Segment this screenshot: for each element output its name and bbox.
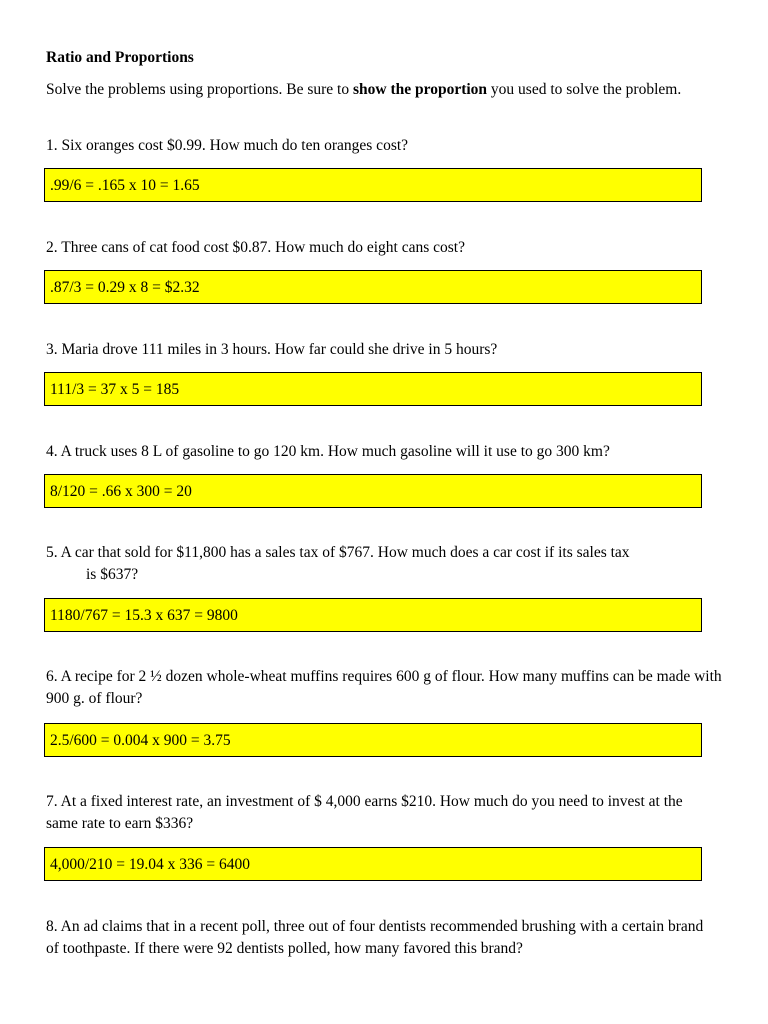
question-3: 3. Maria drove 111 miles in 3 hours. How far could she drive in 5 hours? [46, 341, 498, 358]
question-6: 6. A recipe for 2 ½ dozen whole-wheat muffins requires 600 g of flour. How many muffins can be made with 900 g. of flour? [46, 668, 722, 707]
question-5-line-2: is $637? [86, 566, 139, 583]
question-7: 7. At a fixed interest rate, an investment of $ 4,000 earns $210. How much do you need to invest at the same rate to earn $336? [46, 793, 683, 832]
instructions-emphasis: show the proportion [352, 81, 488, 98]
question-2: 2. Three cans of cat food cost $0.87. How much do eight cans cost? [46, 239, 465, 256]
instructions-text-end: you used to solve the problem. [487, 81, 682, 98]
instructions-text: Solve the problems using proportions. Be sure to [46, 81, 353, 98]
page-title: Ratio and Proportions [46, 49, 194, 66]
question-5 [46, 542, 736, 586]
instructions [46, 79, 726, 101]
answer-box-6: 2.5/600 = 0.004 x 900 = 3.75 [44, 723, 702, 757]
question-1: 1. Six oranges cost $0.99. How much do ten oranges cost? [46, 137, 409, 154]
answer-box-7: 4,000/210 = 19.04 x 336 = 6400 [44, 847, 702, 881]
answer-box-3: 111/3 = 37 x 5 = 185 [44, 372, 702, 406]
question-4: 4. A truck uses 8 L of gasoline to go 120 km. How much gasoline will it use to go 300 km? [46, 443, 610, 460]
question-5-line-1: 5. A car that sold for $11,800 has a sales tax of $767. How much does a car cost if its sales tax [46, 544, 630, 561]
answer-box-5: 1180/767 = 15.3 x 637 = 9800 [44, 598, 702, 632]
question-8: 8. An ad claims that in a recent poll, three out of four dentists recommended brushing with a certain brand of toothpaste. If there were 92 dentists polled, how many favored this brand? [46, 918, 704, 957]
answer-box-4: 8/120 = .66 x 300 = 20 [44, 474, 702, 508]
answer-box-1: .99/6 = .165 x 10 = 1.65 [44, 168, 702, 202]
answer-box-2: .87/3 = 0.29 x 8 = $2.32 [44, 270, 702, 304]
